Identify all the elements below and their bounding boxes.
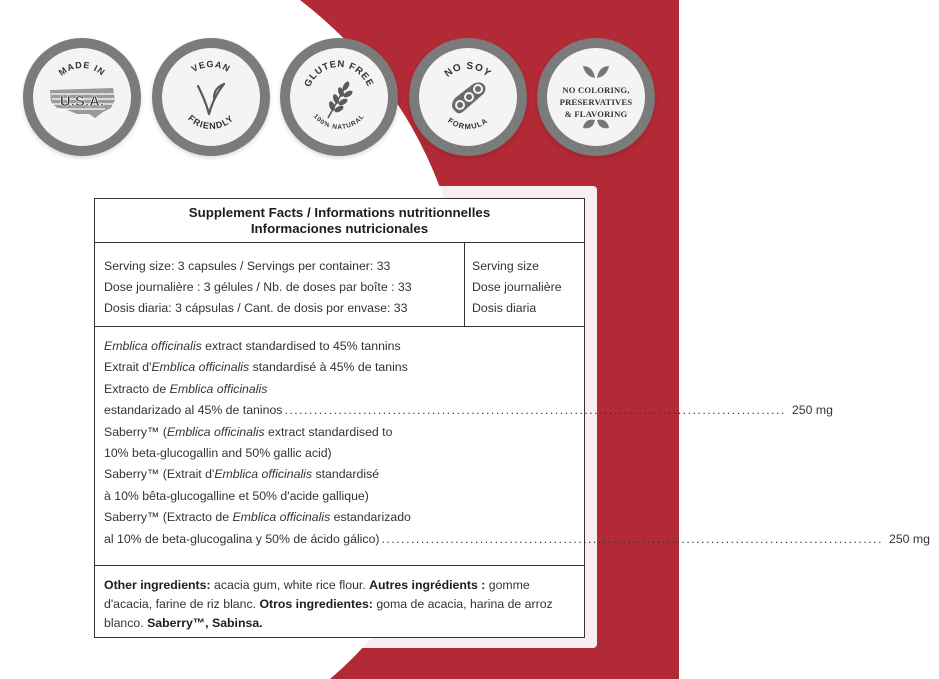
badge-no-soy-text: NO SOY: [442, 60, 494, 80]
ingredient-text: standardisé à 45% de tanins: [249, 360, 408, 375]
facts-title-line-2: Informaciones nutricionales: [250, 221, 429, 236]
other-label-en: Other ingredients:: [104, 578, 211, 592]
divider-ingredients: [95, 565, 584, 566]
badge-vegan-text: VEGAN: [189, 58, 233, 75]
ingredient2-line-en-2: [104, 443, 574, 464]
serving-header-en: Serving size: [472, 259, 539, 273]
other-label-fr: Autres ingrédients :: [369, 578, 486, 592]
other-text-en: acacia gum, white rice flour.: [210, 578, 370, 592]
svg-text:GLUTEN FREE: [302, 59, 375, 89]
ingredient-text: al 10% de beta-glucogalina y 50% de ácido gálico): [104, 531, 380, 546]
serving-line-fr: Dose journalière : 3 gélules / Nb. de doses par boîte : 33: [104, 280, 412, 294]
ingredient-name-italic: Emblica officinalis: [169, 381, 268, 396]
ingredient2-line-fr: [104, 464, 574, 485]
badge-line-2: PRESERVATIVES: [559, 97, 633, 107]
ingredient1-line-es-2: [104, 400, 833, 421]
facts-title-line-1: Supplement Facts / Informations nutritionnelles: [188, 205, 491, 220]
other-ingredients: [104, 576, 578, 633]
ingredients-list: [104, 336, 931, 550]
no-soy-badge: [409, 38, 527, 156]
made-in-usa-badge: [23, 38, 141, 156]
serving-column-header: [472, 256, 584, 319]
other-label-es: Otros ingredientes:: [259, 597, 373, 611]
other-text-es: goma de acacia, harina de arroz blanco.: [104, 597, 553, 630]
ingredient1-line-fr: [104, 357, 574, 378]
leaf-pair-icon-bottom: [583, 120, 609, 129]
svg-text:VEGAN: [190, 59, 233, 74]
leaf-pair-icon: [583, 66, 609, 78]
badge-no-coloring-text: [547, 84, 645, 120]
ingredient-text: à 10% bêta-glucogalline et 50% d'acide gallique): [104, 488, 369, 503]
badge-line-1: NO COLORING,: [562, 85, 630, 95]
badge-usa-text: U.S.A.: [59, 93, 105, 110]
leaf-v-icon: [198, 84, 224, 114]
ingredient-text: extract standardised to 45% tannins: [201, 339, 401, 353]
ingredient-text: Saberry™ (Extrait d': [104, 467, 215, 482]
svg-text:100% NATURAL: [312, 113, 366, 131]
badge-made-in-text: MADE IN: [56, 59, 108, 78]
ingredient2-line-es: [104, 507, 574, 528]
supplement-facts-table: [94, 198, 931, 638]
ingredient-text: estandarizado al 45% de taninos: [104, 403, 283, 418]
ingredient2-line-en: [104, 422, 574, 443]
serving-info: [104, 256, 466, 319]
ingredient-name-italic: Emblica officinalis: [166, 424, 265, 439]
serving-header-es: Dosis diaria: [472, 301, 537, 315]
badge-line-3: & FLAVORING: [564, 109, 628, 119]
ingredient2-line-es-2: [104, 529, 931, 550]
ingredient1-amount: 250 mg: [791, 403, 833, 418]
svg-text:FORMULA: [446, 116, 490, 131]
ingredient1-line-en: [104, 336, 574, 357]
wheat-icon: [328, 80, 354, 118]
divider-serving: [95, 326, 584, 327]
svg-text:NO SOY: [443, 61, 493, 80]
leader-dots: [382, 529, 883, 550]
svg-text:FRIENDLY: [186, 113, 236, 131]
ingredient2-amount: 250 mg: [888, 531, 931, 546]
ingredient2-line-fr-2: [104, 486, 574, 507]
soybean-pod-icon: [452, 82, 486, 113]
ingredient-name-italic: Emblica officinalis: [232, 510, 331, 525]
ingredient-text: Extrait d': [104, 360, 152, 375]
badge-friendly-text: FRIENDLY: [186, 112, 236, 132]
divider-title: [95, 242, 584, 243]
ingredient-text: extract standardised to: [264, 424, 393, 439]
facts-title: [95, 205, 584, 237]
vegan-friendly-badge: [152, 38, 270, 156]
serving-line-en: Serving size: 3 capsules / Servings per container: 33: [104, 259, 391, 273]
no-coloring-badge: [537, 38, 655, 156]
svg-text:MADE IN: [57, 60, 108, 78]
leader-dots: [284, 400, 785, 421]
ingredient-text: standardisé: [312, 467, 380, 482]
ingredient-text: estandarizado: [330, 510, 411, 525]
ingredient-name-italic: Emblica officinalis: [104, 339, 202, 353]
ingredient-text: Saberry™ (Extracto de: [104, 510, 233, 525]
gluten-free-badge: [280, 38, 398, 156]
ingredient-name-italic: Emblica officinalis: [214, 467, 313, 482]
serving-line-es: Dosis diaria: 3 cápsulas / Cant. de dosis por envase: 33: [104, 301, 408, 315]
ingredient-text: Saberry™ (: [104, 424, 167, 439]
badge-formula-text: FORMULA: [446, 115, 490, 132]
serving-header-fr: Dose journalière: [472, 280, 562, 294]
ingredient-text: 10% beta-glucogallin and 50% gallic acid): [104, 446, 332, 461]
other-text-fr: gomme d'acacia, farine de riz blanc.: [104, 578, 530, 611]
ingredient-name-italic: Emblica officinalis: [151, 360, 250, 375]
badge-natural-text: 100% NATURAL: [311, 113, 367, 132]
trademark-note: Saberry™, Sabinsa.: [147, 616, 263, 630]
ingredient-text: Extracto de: [104, 381, 170, 396]
serving-column-divider: [464, 243, 465, 327]
ingredient1-line-es: [104, 379, 574, 400]
badge-gluten-free-text: GLUTEN FREE: [302, 58, 376, 89]
